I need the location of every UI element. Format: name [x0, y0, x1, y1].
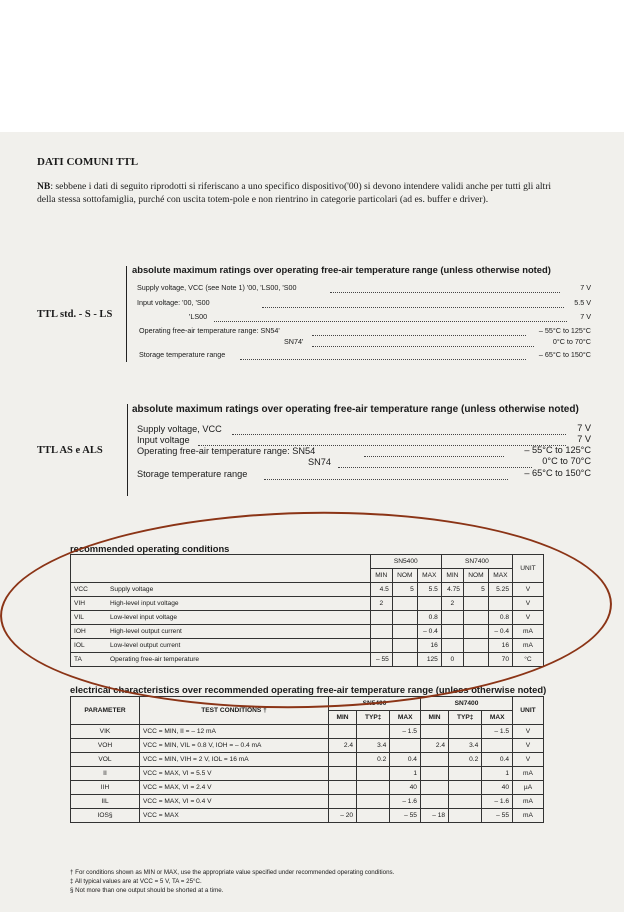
block1-row-value: 7 V: [580, 312, 591, 321]
elec-cond: VCC = MIN, VIH = 2 V, IOL = 16 mA: [140, 753, 329, 767]
elec-subhead: TYP‡: [449, 711, 482, 725]
block2-row-label: Supply voltage, VCC: [137, 424, 222, 434]
roc-unit: V: [513, 611, 544, 625]
elec-cell: [357, 795, 390, 809]
elec-cell: [482, 739, 513, 753]
table-row: [71, 781, 544, 795]
elec-cell: 2.4: [329, 739, 357, 753]
elec-cond: VCC = MAX, VI = 2.4 V: [140, 781, 329, 795]
leader-dots: [338, 467, 532, 468]
elec-cell: 3.4: [357, 739, 390, 753]
roc-cell: 70: [488, 653, 512, 667]
elec-cell: – 1.6: [390, 795, 421, 809]
block1-row-value: – 55°C to 125°C: [538, 326, 591, 335]
roc-cell: 4.5: [370, 583, 392, 597]
elec-unit: V: [513, 753, 544, 767]
roc-subhead: MAX: [488, 569, 512, 583]
roc-subhead: MIN: [441, 569, 463, 583]
roc-unit: V: [513, 597, 544, 611]
elec-cell: [420, 767, 448, 781]
elec-cond: VCC = MAX: [140, 809, 329, 823]
roc-cell: 2: [370, 597, 392, 611]
leader-dots: [264, 479, 508, 480]
roc-cell: 4.75: [441, 583, 463, 597]
block1-row-label: Operating free-air temperature range: SN54': [139, 326, 280, 335]
leader-dots: [262, 307, 564, 308]
elec-cell: – 20: [329, 809, 357, 823]
roc-unit: °C: [513, 653, 544, 667]
roc-subhead: MIN: [370, 569, 392, 583]
elec-unit: V: [513, 725, 544, 739]
table-row: [71, 809, 544, 823]
roc-subhead: NOM: [392, 569, 417, 583]
elec-param: II: [71, 767, 140, 781]
roc-title: recommended operating conditions: [70, 543, 230, 554]
block1-row-label: Storage temperature range: [139, 350, 226, 359]
elec-param: IOS§: [71, 809, 140, 823]
block1-title: absolute maximum ratings over operating free-air temperature range (unless otherwise noted): [132, 264, 551, 275]
elec-unit: mA: [513, 809, 544, 823]
block1-row-label: SN74': [284, 337, 304, 346]
table-row: [71, 725, 544, 739]
block1-row-label: 'LS00: [189, 312, 208, 321]
block2-row-label: Storage temperature range: [137, 469, 248, 479]
leader-dots: [240, 359, 526, 360]
elec-cell: 0.2: [449, 753, 482, 767]
footnote: § Not more than one output should be shorted at a time.: [70, 887, 224, 894]
block1-row-value: 0°C to 70°C: [552, 337, 591, 346]
elec-subhead: MAX: [390, 711, 421, 725]
elec-cell: [329, 767, 357, 781]
elec-title: electrical characteristics over recommended operating free-air temperature range (unless otherwise noted): [70, 684, 547, 695]
elec-unit: µA: [513, 781, 544, 795]
block1-rule: [126, 266, 127, 362]
roc-cell: 0: [441, 653, 463, 667]
roc-unit-header: UNIT: [513, 555, 544, 583]
elec-unit: mA: [513, 795, 544, 809]
leader-dots: [330, 292, 560, 293]
elec-cell: – 1.6: [482, 795, 513, 809]
elec-cell: – 55: [390, 809, 421, 823]
table-row: [71, 795, 544, 809]
nb-paragraph: [37, 180, 565, 206]
elec-cond: VCC = MIN, VIL = 0.8 V, IOH = – 0.4 mA: [140, 739, 329, 753]
leader-dots: [232, 434, 566, 435]
roc-cell: 5: [463, 583, 488, 597]
elec-subhead: MAX: [482, 711, 513, 725]
elec-cell: 2.4: [420, 739, 448, 753]
roc-cell: 16: [488, 639, 512, 653]
elec-param-header: PARAMETER: [71, 697, 140, 725]
footnote: † For conditions shown as MIN or MAX, use the appropriate value specified under recommended operating conditions.: [70, 869, 395, 876]
elec-table: [70, 696, 544, 823]
elec-param: VOL: [71, 753, 140, 767]
block2-row-value: – 55°C to 125°C: [524, 445, 591, 455]
roc-cell: 2: [441, 597, 463, 611]
elec-cell: [420, 781, 448, 795]
roc-group-header: SN7400: [441, 555, 512, 569]
elec-cell: – 1.5: [482, 725, 513, 739]
elec-cell: – 18: [420, 809, 448, 823]
elec-cell: [329, 795, 357, 809]
elec-param: VIK: [71, 725, 140, 739]
roc-cell: – 0.4: [417, 625, 441, 639]
block2-row-value: – 65°C to 150°C: [524, 468, 591, 478]
elec-cell: [329, 781, 357, 795]
block1-row-label: Input voltage: '00, 'S00: [137, 298, 210, 307]
elec-cell: [449, 725, 482, 739]
roc-group-header: SN5400: [370, 555, 441, 569]
elec-cell: [390, 739, 421, 753]
roc-unit: V: [513, 583, 544, 597]
block2-row-value: 0°C to 70°C: [542, 456, 591, 466]
elec-cell: 1: [482, 767, 513, 781]
roc-unit: mA: [513, 625, 544, 639]
block2-side-label: TTL AS e ALS: [37, 445, 103, 456]
roc-cell: 5: [392, 583, 417, 597]
block1-row-value: 5.5 V: [574, 298, 591, 307]
roc-symbol: VIH: [71, 597, 108, 611]
block2-title: absolute maximum ratings over operating free-air temperature range (unless otherwise noted): [132, 404, 579, 415]
section-heading: DATI COMUNI TTL: [37, 156, 139, 168]
elec-cell: 0.2: [357, 753, 390, 767]
nb-label: NB: [37, 181, 51, 192]
roc-desc: Low-level input voltage: [107, 611, 370, 625]
elec-cond: VCC = MIN, II = – 12 mA: [140, 725, 329, 739]
elec-cell: 40: [390, 781, 421, 795]
elec-unit-header: UNIT: [513, 697, 544, 725]
table-row: [71, 767, 544, 781]
elec-subhead: MIN: [420, 711, 448, 725]
elec-cell: – 55: [482, 809, 513, 823]
elec-cond-header: TEST CONDITIONS †: [140, 697, 329, 725]
elec-cell: [449, 795, 482, 809]
elec-body: [71, 725, 544, 823]
elec-param: IIH: [71, 781, 140, 795]
roc-desc: High-level input voltage: [107, 597, 370, 611]
roc-symbol: IOH: [71, 625, 108, 639]
elec-cell: [329, 725, 357, 739]
nb-text: : sebbene i dati di seguito riprodotti si riferiscano a uno specifico dispositivo('00) si devono intendere validi anche per tutti gli altri della stessa sottofamiglia, purché con uscita totem-pole e non rientrino in categorie particolari (ad es. buffer e driver).: [37, 181, 552, 205]
table-row: [71, 739, 544, 753]
elec-cond: VCC = MAX, VI = 0.4 V: [140, 795, 329, 809]
elec-cell: 0.4: [482, 753, 513, 767]
elec-cell: [357, 809, 390, 823]
leader-dots: [312, 346, 534, 347]
roc-subhead: NOM: [463, 569, 488, 583]
roc-desc: High-level output current: [107, 625, 370, 639]
block2-row-label: Operating free-air temperature range: SN54: [137, 446, 316, 456]
block2-row-value: 7 V: [577, 423, 591, 433]
elec-cell: [449, 809, 482, 823]
elec-cell: [449, 781, 482, 795]
elec-cell: [420, 725, 448, 739]
roc-cell: 5.25: [488, 583, 512, 597]
roc-symbol: VCC: [71, 583, 108, 597]
elec-cell: [420, 753, 448, 767]
roc-symbol: VIL: [71, 611, 108, 625]
roc-symbol: TA: [71, 653, 108, 667]
elec-unit: mA: [513, 767, 544, 781]
roc-cell: 5.5: [417, 583, 441, 597]
elec-unit: V: [513, 739, 544, 753]
elec-group-header: SN7400: [420, 697, 512, 711]
elec-cell: [449, 767, 482, 781]
elec-subhead: TYP‡: [357, 711, 390, 725]
block1-row-value: – 65°C to 150°C: [538, 350, 591, 359]
block1-row-label: Supply voltage, VCC (see Note 1) '00, 'LS00, 'S00: [137, 283, 297, 292]
elec-group-header: SN5400: [329, 697, 421, 711]
elec-cell: [329, 753, 357, 767]
roc-unit: mA: [513, 639, 544, 653]
table-row: [71, 753, 544, 767]
elec-cell: 1: [390, 767, 421, 781]
block1-side-label: TTL std. - S - LS: [37, 309, 113, 320]
elec-cell: 40: [482, 781, 513, 795]
leader-dots: [364, 456, 504, 457]
block1-row-value: 7 V: [580, 283, 591, 292]
roc-symbol: IOL: [71, 639, 108, 653]
roc-desc: Operating free-air temperature: [107, 653, 370, 667]
elec-cell: 0.4: [390, 753, 421, 767]
roc-subhead: MAX: [417, 569, 441, 583]
roc-cell: – 0.4: [488, 625, 512, 639]
elec-cell: [357, 781, 390, 795]
block2-rule: [127, 404, 128, 496]
block2-row-label: SN74: [308, 457, 331, 467]
footnote: ‡ All typical values are at VCC = 5 V, TA = 25°C.: [70, 878, 202, 885]
roc-cell: 125: [417, 653, 441, 667]
elec-cond: VCC = MAX, VI = 5.5 V: [140, 767, 329, 781]
roc-cell: – 55: [370, 653, 392, 667]
elec-cell: 3.4: [449, 739, 482, 753]
elec-cell: [357, 725, 390, 739]
roc-desc: Low-level output current: [107, 639, 370, 653]
block2-row-label: Input voltage: [137, 435, 190, 445]
roc-cell: 0.8: [417, 611, 441, 625]
elec-param: IIL: [71, 795, 140, 809]
roc-cell: 0.8: [488, 611, 512, 625]
roc-cell: 16: [417, 639, 441, 653]
elec-cell: [357, 767, 390, 781]
elec-cell: – 1.5: [390, 725, 421, 739]
elec-subhead: MIN: [329, 711, 357, 725]
roc-desc: Supply voltage: [107, 583, 370, 597]
elec-param: VOH: [71, 739, 140, 753]
block2-row-value: 7 V: [577, 434, 591, 444]
elec-cell: [420, 795, 448, 809]
leader-dots: [312, 335, 526, 336]
leader-dots: [214, 321, 567, 322]
